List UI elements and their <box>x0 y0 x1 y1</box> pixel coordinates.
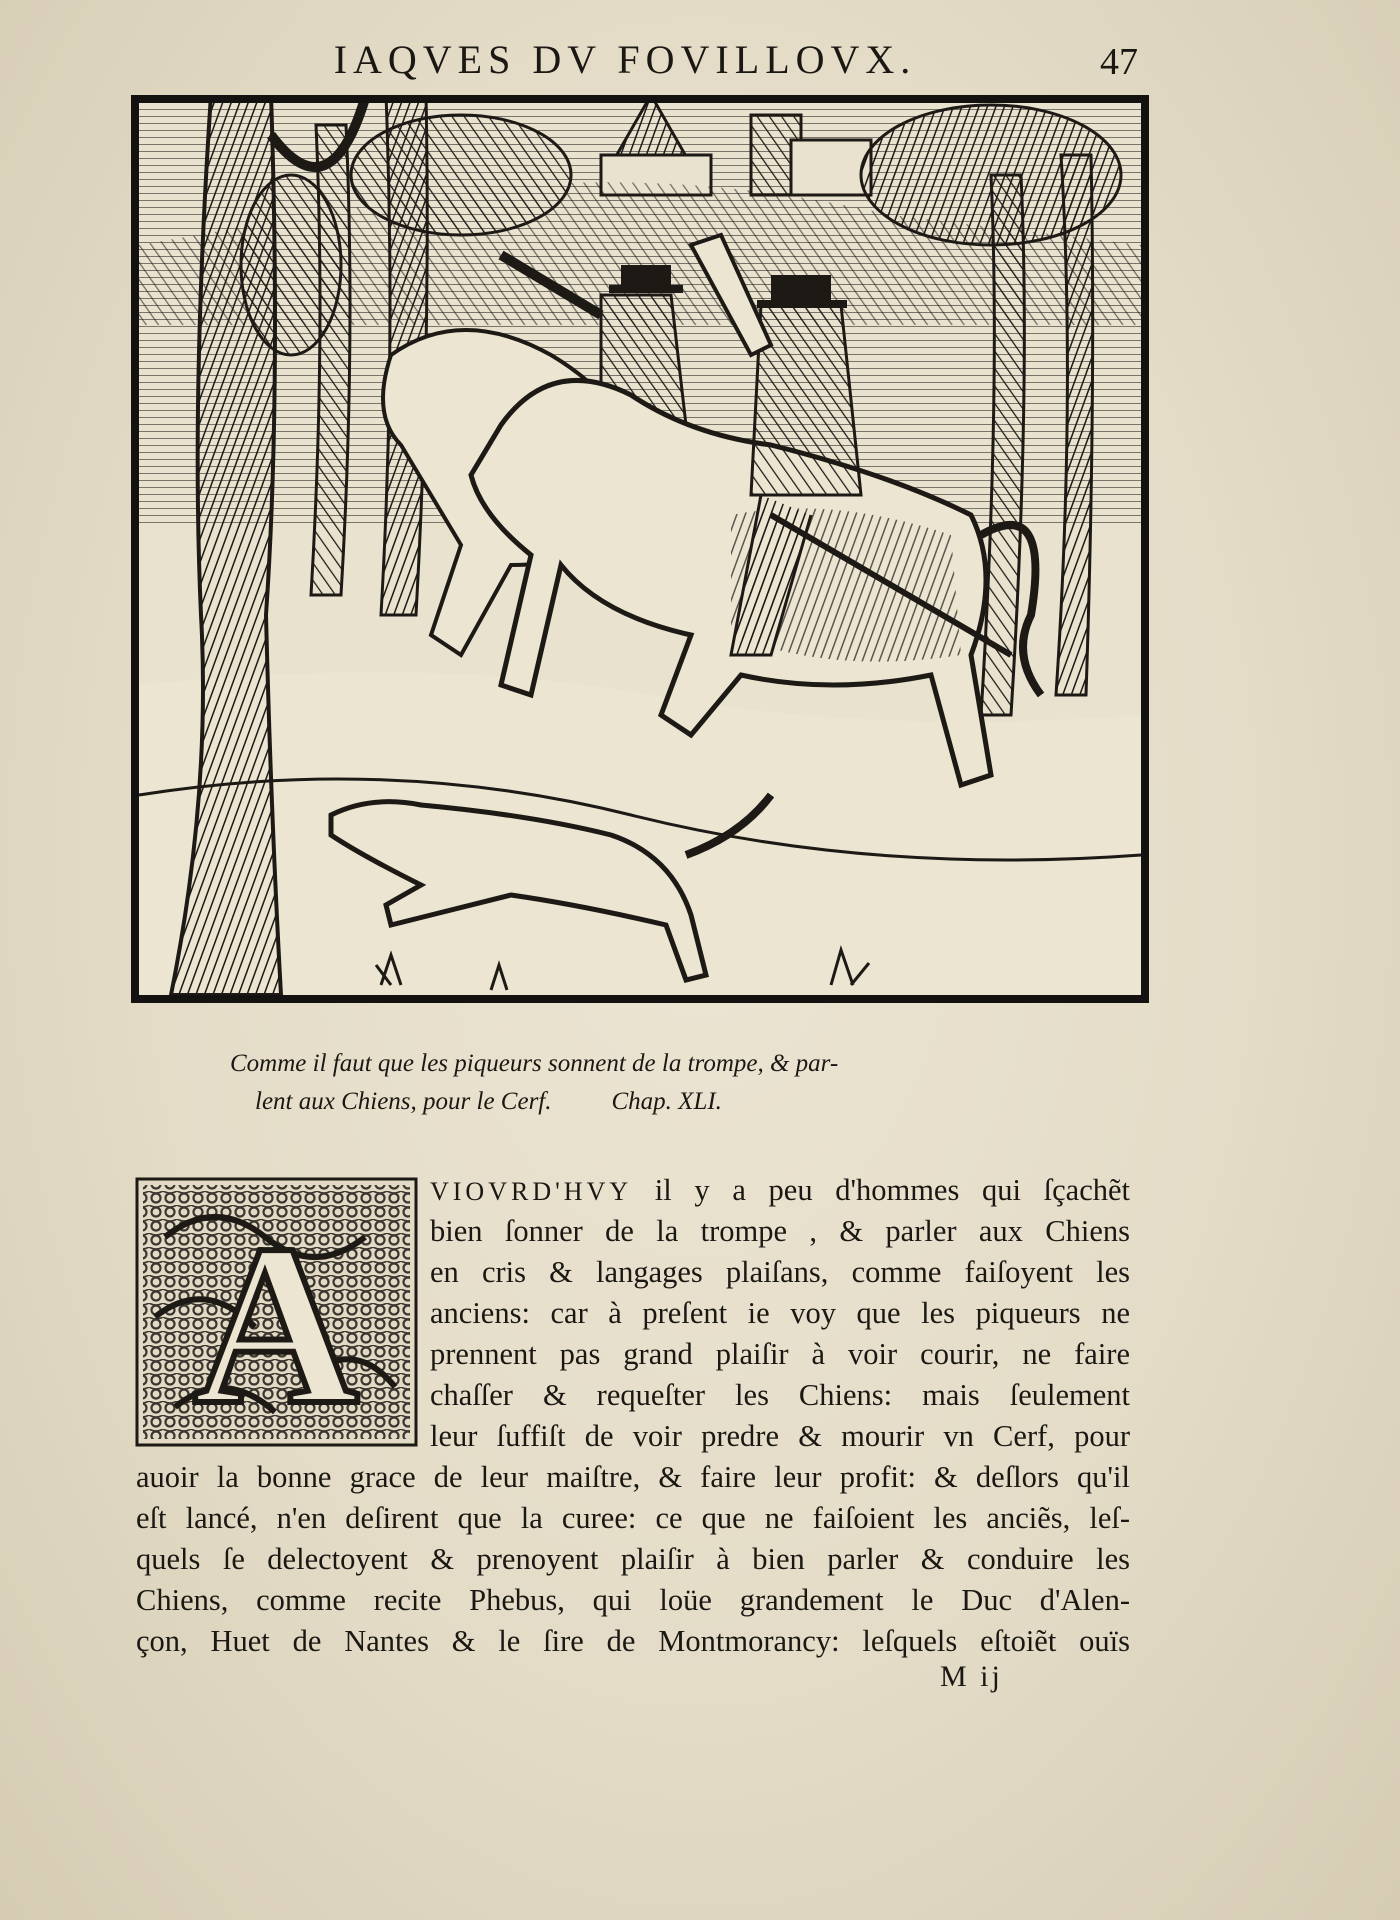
text-line-10: quels ſe delectoyent & prenoyent plaiſir à bien parler & conduire les <box>136 1542 1130 1576</box>
lead-caps: VIOVRD'HVY <box>430 1177 633 1206</box>
text-line-3: en cris & langages plaiſans, comme faiſoyent les <box>430 1255 1130 1289</box>
text-line-11: Chiens, comme recite Phebus, qui loüe grandement le Duc d'Alen- <box>136 1583 1130 1617</box>
text-line-8: auoir la bonne grace de leur maiſtre, & faire leur profit: & deſlors qu'il <box>136 1460 1130 1494</box>
page-number: 47 <box>1100 41 1138 83</box>
text-line-12: çon, Huet de Nantes & le ſire de Montmorancy: leſquels eſtoiẽt ouïs <box>136 1624 1130 1658</box>
text-line-5: prennent pas grand plaiſir à voir courir, ne faire <box>430 1337 1130 1371</box>
figure-caption <box>230 1045 1090 1121</box>
caption-line-2 <box>230 1083 1090 1121</box>
text-line-7: leur ſuffiſt de voir predre & mourir vn Cerf, pour <box>430 1419 1130 1453</box>
caption-line-2-text: lent aux Chiens, pour le Cerf. <box>255 1088 552 1115</box>
initial-letter: A <box>192 1197 360 1447</box>
decorated-initial <box>135 1177 418 1447</box>
text-line-2: bien ſonner de la trompe , & parler aux Chiens <box>430 1214 1130 1248</box>
caption-line-1: Comme il faut que les piqueurs sonnent de la trompe, & par- <box>230 1050 839 1077</box>
text-line-9: eſt lancé, n'en deſirent que la curee: ce que ne faiſoient les anciẽs, leſ- <box>136 1501 1130 1535</box>
chapter-number: Chap. XLI. <box>611 1088 722 1115</box>
woodcut-hunting-scene-icon <box>131 95 1149 1003</box>
signature-mark: M ij <box>940 1660 1003 1693</box>
text-line-6: chaſſer & requeſter les Chiens: mais ſeulement <box>430 1378 1130 1412</box>
text-line-4: anciens: car à preſent ie voy que les piqueurs ne <box>430 1296 1130 1330</box>
text-line-1 <box>430 1170 1130 1212</box>
text-line-1-rest: il y a peu d'hommes qui ſçachẽt <box>654 1173 1130 1207</box>
running-title: IAQVES DV FOVILLOVX. <box>333 37 917 82</box>
